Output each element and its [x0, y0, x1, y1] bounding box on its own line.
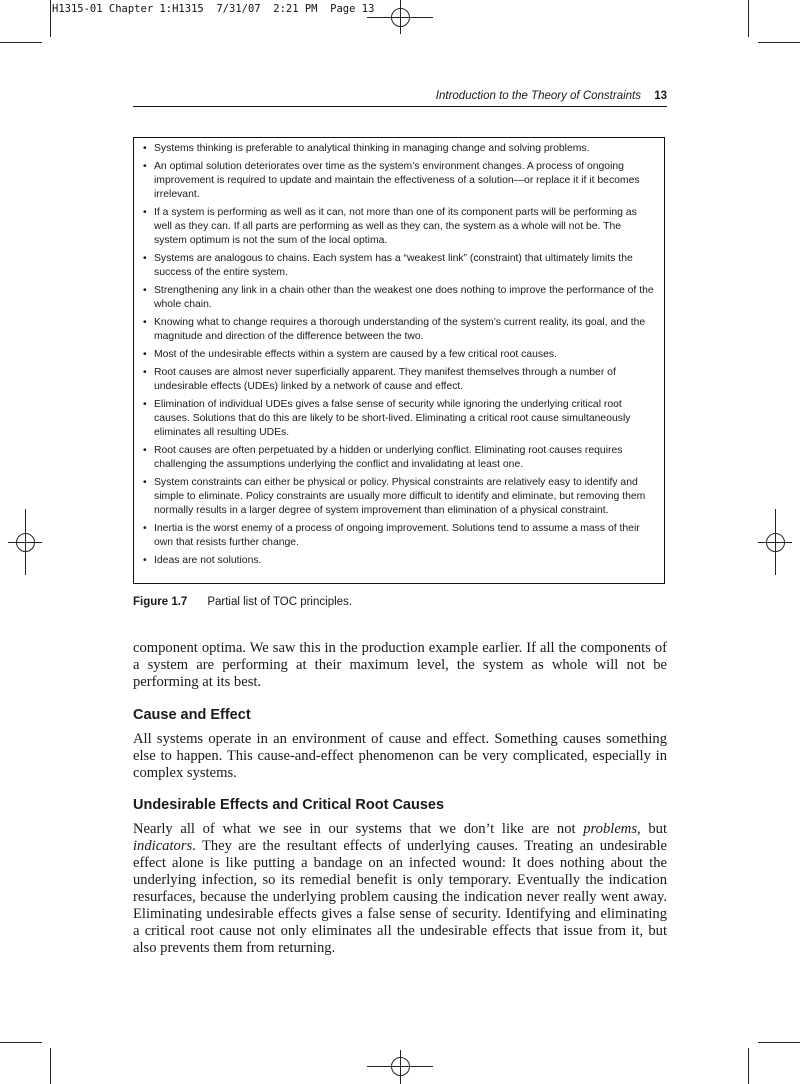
text-run: , but — [637, 821, 667, 837]
crop-mark — [0, 1042, 42, 1043]
principles-list — [142, 142, 656, 568]
emphasis: problems — [583, 821, 638, 837]
list-item: • Root causes are often perpetuated by a hidden or underlying conflict. Eliminating root causes requires challenging the assumptions underlying the conflict and invalidating at least one. — [142, 444, 656, 472]
list-item: • System constraints can either be physical or policy. Physical constraints are relatively easy to identify and simple to eliminate. Policy constraints are usually more difficult to identify and eliminate, but removing them normally results in a larger degree of system improvement than elimination of a physical constraint. — [142, 476, 656, 518]
crop-mark — [0, 42, 42, 43]
figure-box — [133, 137, 665, 584]
registration-circle — [391, 8, 410, 27]
figure-label: Figure 1.7 — [133, 596, 188, 608]
crop-mark — [758, 42, 800, 43]
section-heading: Cause and Effect — [133, 707, 251, 723]
list-item: • Systems thinking is preferable to analytical thinking in managing change and solving problems. — [142, 142, 656, 156]
body-paragraph: All systems operate in an environment of cause and effect. Something causes something else to happen. This cause-and-effect phenomenon can be very complicated, especially in complex systems. — [133, 731, 667, 781]
running-head — [133, 90, 667, 107]
registration-circle — [766, 533, 785, 552]
crop-mark — [50, 0, 51, 37]
crop-mark — [758, 1042, 800, 1043]
running-head-title: Introduction to the Theory of Constraints — [435, 90, 641, 102]
registration-circle — [16, 533, 35, 552]
text-run: Nearly all of what we see in our systems that we don’t like are not — [133, 821, 584, 837]
list-item: • Knowing what to change requires a thorough understanding of the system’s current reality, its goal, and the magnitude and direction of the difference between the two. — [142, 316, 656, 344]
list-item: • Systems are analogous to chains. Each system has a “weakest link” (constraint) that ultimately limits the success of the entire system. — [142, 252, 656, 280]
list-item: • Elimination of individual UDEs gives a false sense of security while ignoring the underlying critical root causes. Solutions that do this are likely to be short-lived. Eliminating a critical root cause simultaneously eliminates all resulting UDEs. — [142, 398, 656, 440]
list-item: • Most of the undesirable effects within a system are caused by a few critical root causes. — [142, 348, 656, 362]
page-number: 13 — [654, 90, 667, 102]
list-item: • Strengthening any link in a chain other than the weakest one does nothing to improve the performance of the whole chain. — [142, 284, 656, 312]
crop-mark — [50, 1048, 51, 1084]
figure-caption-text: Partial list of TOC principles. — [207, 596, 352, 608]
body-paragraph: component optima. We saw this in the production example earlier. If all the components of a system are performing at their maximum level, the system as whole will not be performing at its best. — [133, 640, 667, 690]
crop-mark — [748, 0, 749, 37]
section-heading: Undesirable Effects and Critical Root Causes — [133, 797, 445, 813]
list-item: • If a system is performing as well as it can, not more than one of its component parts will be performing as well as they can. If all parts are performing as well as they can, the system as a whole will not be. The system optimum is not the sum of the local optima. — [142, 206, 656, 248]
registration-circle — [391, 1057, 410, 1076]
list-item: • Ideas are not solutions. — [142, 554, 656, 568]
body-paragraph — [133, 821, 667, 957]
figure-caption — [133, 596, 352, 608]
list-item: • Root causes are almost never superficially apparent. They manifest themselves through a number of undesirable effects (UDEs) linked by a network of cause and effect. — [142, 366, 656, 394]
emphasis: indicators — [133, 838, 193, 854]
list-item: • Inertia is the worst enemy of a process of ongoing improvement. Solutions tend to assume a mass of their own that resists further change. — [142, 522, 656, 550]
crop-mark — [748, 1048, 749, 1084]
printer-slug: H1315-01 Chapter 1:H1315 7/31/07 2:21 PM Page 13 — [52, 3, 375, 15]
text-run: . They are the resultant effects of underlying causes. Treating an undesirable effect alone is like putting a bandage on an infected wound: It does nothing about the underlying infection, so its remedial benefit is only temporary. Eventually the indication resurfaces, because the underlying problem causing the indication never really went away. Eliminating undesirable effects gives a false sense of security. Identifying and eliminating a critical root cause not only eliminates all the undesirable effects that issue from it, but also prevents them from returning. — [133, 838, 667, 956]
list-item: • An optimal solution deteriorates over time as the system’s environment changes. A process of ongoing improvement is required to update and maintain the effectiveness of a solution—or replace it if it becomes irrelevant. — [142, 160, 656, 202]
